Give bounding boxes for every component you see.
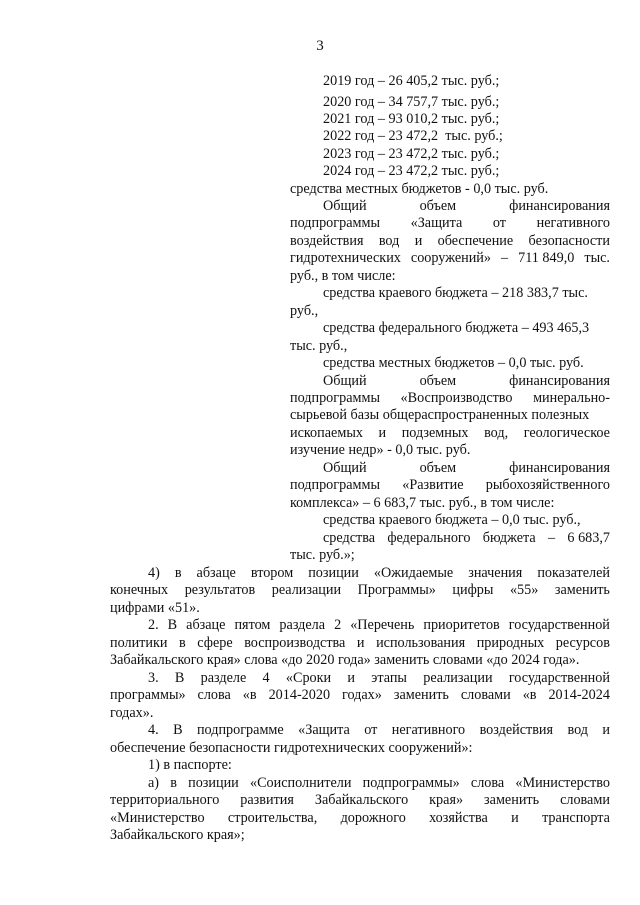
text-line — [148, 722, 610, 739]
word: позиции — [308, 565, 359, 581]
text-line — [323, 460, 610, 477]
word: в — [179, 635, 186, 651]
text-line — [290, 250, 610, 267]
word: абзаце — [196, 565, 236, 581]
word: значения — [468, 565, 523, 581]
word: края» — [429, 792, 464, 808]
word: объем — [419, 373, 457, 389]
word: подпрограмме — [196, 722, 284, 738]
word: минерально- — [533, 390, 610, 406]
text-line — [110, 792, 610, 809]
word: Программы» — [357, 582, 436, 598]
text-line — [323, 198, 610, 215]
word: Общий — [323, 373, 367, 389]
word: цифры — [452, 582, 494, 598]
word: вод — [378, 233, 400, 249]
text-line — [148, 617, 610, 634]
text-line — [110, 687, 610, 704]
word: объем — [419, 198, 457, 214]
word: 711 849,0 — [518, 250, 575, 266]
word: государственной — [508, 670, 610, 686]
word: «Министерство — [515, 775, 610, 791]
text-line: Забайкальского края»; — [110, 827, 245, 843]
word: развития — [240, 792, 294, 808]
text-line: средства местных бюджетов - 0,0 тыс. руб. — [290, 181, 549, 197]
text-line: обеспечение безопасности гидротехнических сооружений»: — [110, 740, 473, 756]
text-line — [323, 373, 610, 390]
word: приоритетов — [423, 617, 500, 633]
word: 2014-2020 — [268, 687, 331, 703]
word: втором — [250, 565, 294, 581]
word: строительства, — [227, 810, 318, 826]
word: 4 — [262, 670, 270, 686]
word: вод, — [484, 425, 509, 441]
word: словами — [460, 687, 511, 703]
word: «Развитие — [402, 477, 464, 493]
word: заменить — [554, 582, 610, 598]
word: и — [511, 810, 519, 826]
word: В — [173, 722, 183, 738]
word: объем — [419, 460, 457, 476]
word: реализации — [423, 670, 493, 686]
word: 6 683,7 — [567, 530, 610, 546]
word: подземных — [401, 425, 469, 441]
text-line — [290, 215, 610, 232]
text-line — [290, 233, 610, 250]
word: транспорта — [542, 810, 610, 826]
word: в — [174, 565, 182, 581]
word: 2. — [148, 617, 159, 633]
text-line — [290, 477, 610, 494]
word: воздействия — [479, 722, 554, 738]
word: подпрограммы — [290, 477, 380, 493]
word: средства — [323, 530, 376, 546]
word: «Защита — [298, 722, 350, 738]
word: обеспечение — [437, 233, 514, 249]
text-line: 2024 год – 23 472,2 тыс. руб.; — [323, 163, 500, 179]
word: реализации — [271, 582, 342, 598]
word: негативного — [536, 215, 610, 231]
word: дорожного — [340, 810, 406, 826]
word: «Ожидаемые — [373, 565, 454, 581]
word: «Перечень — [350, 617, 415, 633]
word: федерального — [387, 530, 471, 546]
text-line: сырьевой базы общераспространенных полезных — [290, 407, 590, 423]
word: 4. — [148, 722, 159, 738]
text-line: тыс. руб.»; — [290, 547, 355, 563]
word: использования — [376, 635, 466, 651]
word: этапы — [371, 670, 407, 686]
word: геологическое — [523, 425, 610, 441]
word: гидротехнических — [290, 250, 401, 266]
word: вод — [567, 722, 588, 738]
text-line: руб., в том числе: — [290, 268, 396, 284]
word: 3. — [148, 670, 159, 686]
word: территориального — [110, 792, 220, 808]
text-line: изучение недр» - 0,0 тыс. руб. — [290, 442, 471, 458]
word: «Воспроизводство — [400, 390, 513, 406]
text-line: комплекса» – 6 683,7 тыс. руб., в том числе: — [290, 495, 555, 511]
word: заменить — [393, 687, 449, 703]
word: программы» — [110, 687, 186, 703]
word: заменить — [484, 792, 540, 808]
text-line: 2023 год – 23 472,2 тыс. руб.; — [323, 146, 500, 162]
text-line: 2020 год – 34 757,7 тыс. руб.; — [323, 94, 500, 110]
word: слова — [197, 687, 231, 703]
word: Забайкальского — [314, 792, 409, 808]
word: хозяйства — [429, 810, 488, 826]
word: конечных — [110, 582, 169, 598]
word: 2 — [334, 617, 342, 633]
text-line: цифрами «51». — [110, 600, 200, 616]
word: воздействия — [290, 233, 364, 249]
word: а) — [148, 775, 160, 791]
word: В — [174, 670, 185, 686]
word: рыбохозяйственного — [485, 477, 610, 493]
word: подпрограммы — [290, 215, 380, 231]
text-line: 2019 год – 26 405,2 тыс. руб.; — [323, 73, 500, 89]
word: раздела — [279, 617, 326, 633]
word: и — [347, 670, 355, 686]
word: словами — [560, 792, 610, 808]
text-line — [290, 390, 610, 407]
word: финансирования — [509, 460, 610, 476]
word: «Защита — [410, 215, 463, 231]
word: – — [501, 250, 509, 266]
text-line — [148, 565, 610, 582]
text-line: средства местных бюджетов – 0,0 тыс. руб. — [323, 355, 584, 371]
word: политики — [110, 635, 168, 651]
text-line: средства федерального бюджета – 493 465,3 — [323, 320, 590, 336]
word: показателей — [537, 565, 610, 581]
word: «Соисполнители — [249, 775, 352, 791]
word: ископаемых — [290, 425, 363, 441]
word: от — [492, 215, 506, 231]
text-line — [323, 530, 610, 547]
word: негативного — [391, 722, 466, 738]
word: пятом — [234, 617, 271, 633]
word: результатов — [184, 582, 256, 598]
text-line — [148, 670, 610, 687]
word: подпрограммы — [290, 390, 380, 406]
text-line: 2021 год – 93 010,2 тыс. руб.; — [323, 111, 500, 127]
text-line: средства краевого бюджета – 218 383,7 тыс. — [323, 285, 588, 301]
text-line: тыс. руб., — [290, 338, 348, 354]
word: и — [414, 233, 423, 249]
word: финансирования — [509, 373, 610, 389]
text-line: Забайкальского края» слова «до 2020 года» заменить словами «до 2024 года». — [110, 652, 580, 668]
word: Общий — [323, 460, 367, 476]
text-line: 1) в паспорте: — [148, 757, 232, 773]
word: разделе — [200, 670, 247, 686]
word: от — [364, 722, 378, 738]
word: сфере — [197, 635, 233, 651]
word: государственной — [508, 617, 610, 633]
word: подпрограммы» — [362, 775, 460, 791]
word: «в — [242, 687, 257, 703]
word: абзаце — [186, 617, 226, 633]
word: 4) — [148, 565, 160, 581]
word: Общий — [323, 198, 367, 214]
text-line — [110, 810, 610, 827]
text-line: 2022 год – 23 472,2 тыс. руб.; — [323, 128, 503, 144]
word: ресурсов — [555, 635, 610, 651]
word: «Министерство — [110, 810, 205, 826]
text-line — [148, 775, 610, 792]
word: сооружений» — [410, 250, 491, 266]
word: «в — [522, 687, 537, 703]
word: В — [167, 617, 178, 633]
word: слова — [470, 775, 505, 791]
text-line: руб., — [290, 303, 319, 319]
word: бюджета — [482, 530, 536, 546]
word: «Сроки — [285, 670, 332, 686]
word: годах» — [342, 687, 382, 703]
word: 2014-2024 — [548, 687, 610, 703]
word: воспроизводства — [244, 635, 346, 651]
word: финансирования — [509, 198, 610, 214]
word: – — [548, 530, 556, 546]
text-line — [110, 582, 610, 599]
word: безопасности — [528, 233, 610, 249]
word: в — [170, 775, 177, 791]
word: и — [602, 722, 610, 738]
word: позиции — [188, 775, 239, 791]
text-line: средства краевого бюджета – 0,0 тыс. руб., — [323, 512, 581, 528]
page-number: 3 — [316, 38, 324, 54]
word: тыс. — [584, 250, 610, 266]
text-line — [110, 635, 610, 652]
word: и — [378, 425, 387, 441]
text-line — [290, 425, 610, 442]
word: и — [356, 635, 365, 651]
word: природных — [476, 635, 545, 651]
text-line: годах». — [110, 705, 154, 721]
word: «55» — [509, 582, 539, 598]
